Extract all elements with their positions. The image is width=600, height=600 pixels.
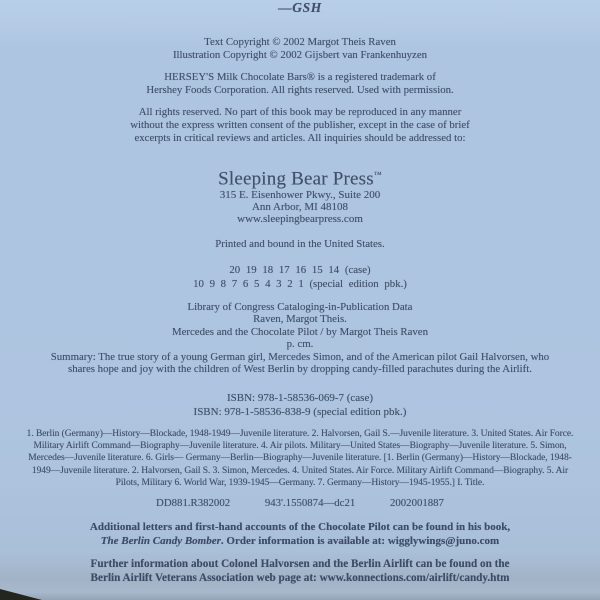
rights-notice-line-1: All rights reserved. No part of this book may be reproduced in any manner <box>138 106 462 118</box>
catalog-line-2: Military Airlift Command—Biography—Juvenile literature. 4. Air pilots. Military—United States—Biography—Juvenile literature. 5. Simon, <box>33 441 567 452</box>
publisher-address-line-1: 315 E. Eisenhower Pkwy., Suite 200 <box>219 189 381 202</box>
isbn-case-line: ISBN: 978-1-58536-069-7 (case) <box>226 392 374 404</box>
trademark-notice-block <box>0 71 600 97</box>
additional-info-line-2 <box>0 535 600 549</box>
isbn-pbk-line: ISBN: 978-1-58536-838-9 (special edition pbk.) <box>193 405 407 418</box>
catalog-numbers-line <box>0 497 600 509</box>
referenced-book-title: The Berlin Candy Bomber <box>100 534 221 547</box>
catalog-line-1: 1. Berlin (Germany)—History—Blockade, 1948-1949—Juvenile literature. 2. Halvorsen, Gail S.—Juvenile literature. 3. United States. Air Force. <box>26 429 574 439</box>
printed-in-block <box>0 238 600 250</box>
loc-title-line: Mercedes and the Chocolate Pilot / by Margot Theis Raven <box>172 325 428 338</box>
trademark-notice-line-2: Hershey Foods Corporation. All rights reserved. Used with permission. <box>146 83 454 96</box>
print-run-numbers-block <box>0 264 600 291</box>
rights-notice-line-3: excerpts in critical reviews and articles. All inquiries should be addressed to: <box>134 131 466 144</box>
printed-in-line: Printed and bound in the United States. <box>215 238 385 250</box>
additional-info-block <box>0 521 600 549</box>
additional-info-line-1: Additional letters and first-hand accounts of the Chocolate Pilot can be found in his book, <box>89 521 511 533</box>
catalog-line-5: Pilots, Military 6. World War, 1939-1945—Germany. 7. Germany—History—1945-1955.] I. Title. <box>115 477 485 488</box>
text-copyright-line: Text Copyright © 2002 Margot Theis Raven <box>204 36 396 48</box>
trademark-notice-line-1: HERSEY'S Milk Chocolate Bars® is a registered trademark of <box>164 71 436 83</box>
loc-call-number: DD881.R382002 <box>156 497 231 509</box>
isbn-block <box>0 392 600 419</box>
further-info-line-2: Berlin Airlift Veterans Association web page at: www.konnections.com/airlift/candy.htm <box>90 572 510 585</box>
further-info-block <box>0 557 600 585</box>
trademark-symbol: ™ <box>373 170 382 179</box>
catalog-line-4: 1949—Juvenile literature. 2. Halvorsen, Gail S. 3. Simon, Mercedes. 4. United States. Air Force. Military Airlift Command—Biography. 5. Air <box>31 465 569 476</box>
publisher-name <box>0 163 600 190</box>
loc-heading-line: Library of Congress Cataloging-in-Publication Data <box>187 301 413 313</box>
catalog-subjects-block <box>0 428 600 489</box>
print-run-pbk-line: 10 9 8 7 6 5 4 3 2 1 (special edition pbk.) <box>193 277 407 290</box>
rights-notice-block <box>0 106 600 145</box>
loc-author-line: Raven, Margot Theis. <box>253 313 347 326</box>
publisher-website: www.sleepingbearpress.com <box>237 212 363 225</box>
loc-pcm-line: p. cm. <box>286 338 314 351</box>
illustration-copyright-line: Illustration Copyright © 2002 Gijsbert van Frankenhuyzen <box>172 48 428 61</box>
publisher-block <box>0 163 600 226</box>
catalog-numbers-block <box>0 497 600 509</box>
further-info-line-1: Further information about Colonel Halvorsen and the Berlin Airlift can be found on the <box>90 558 510 570</box>
dedication-initials <box>0 0 600 16</box>
library-of-congress-block <box>0 301 600 375</box>
dewey-number: 943'.1550874—dc21 <box>264 497 356 509</box>
loc-summary-line-1: Summary: The true story of a young German girl, Mercedes Simon, and of the American pilot Gail Halvorsen, who <box>50 350 550 363</box>
catalog-line-3: Mercedes—Juvenile literature. 6. Girls— Germany—Berlin—Biography—Juvenile literature. [1. Berlin (Germany)—History—Blockade, 1948- <box>28 453 572 464</box>
publisher-name-text: Sleeping Bear Press <box>218 168 374 190</box>
copyright-block <box>0 36 600 62</box>
rights-notice-line-2: without the express written consent of the publisher, except in the case of brief <box>130 118 470 131</box>
loc-summary-line-2: shares hope and joy with the children of West Berlin by dropping candy-filled parachutes during the Airlift. <box>68 363 532 376</box>
print-run-case-line: 20 19 18 17 16 15 14 (case) <box>229 264 371 276</box>
page-bottom-shadow <box>0 592 600 600</box>
publisher-address-line-2: Ann Arbor, MI 48108 <box>251 201 349 214</box>
lccn-number: 2002001887 <box>389 497 444 509</box>
dedication-initials-text: —GSH <box>278 0 322 15</box>
order-info-text: . Order information is available at: wigglywings@juno.com <box>220 534 500 547</box>
